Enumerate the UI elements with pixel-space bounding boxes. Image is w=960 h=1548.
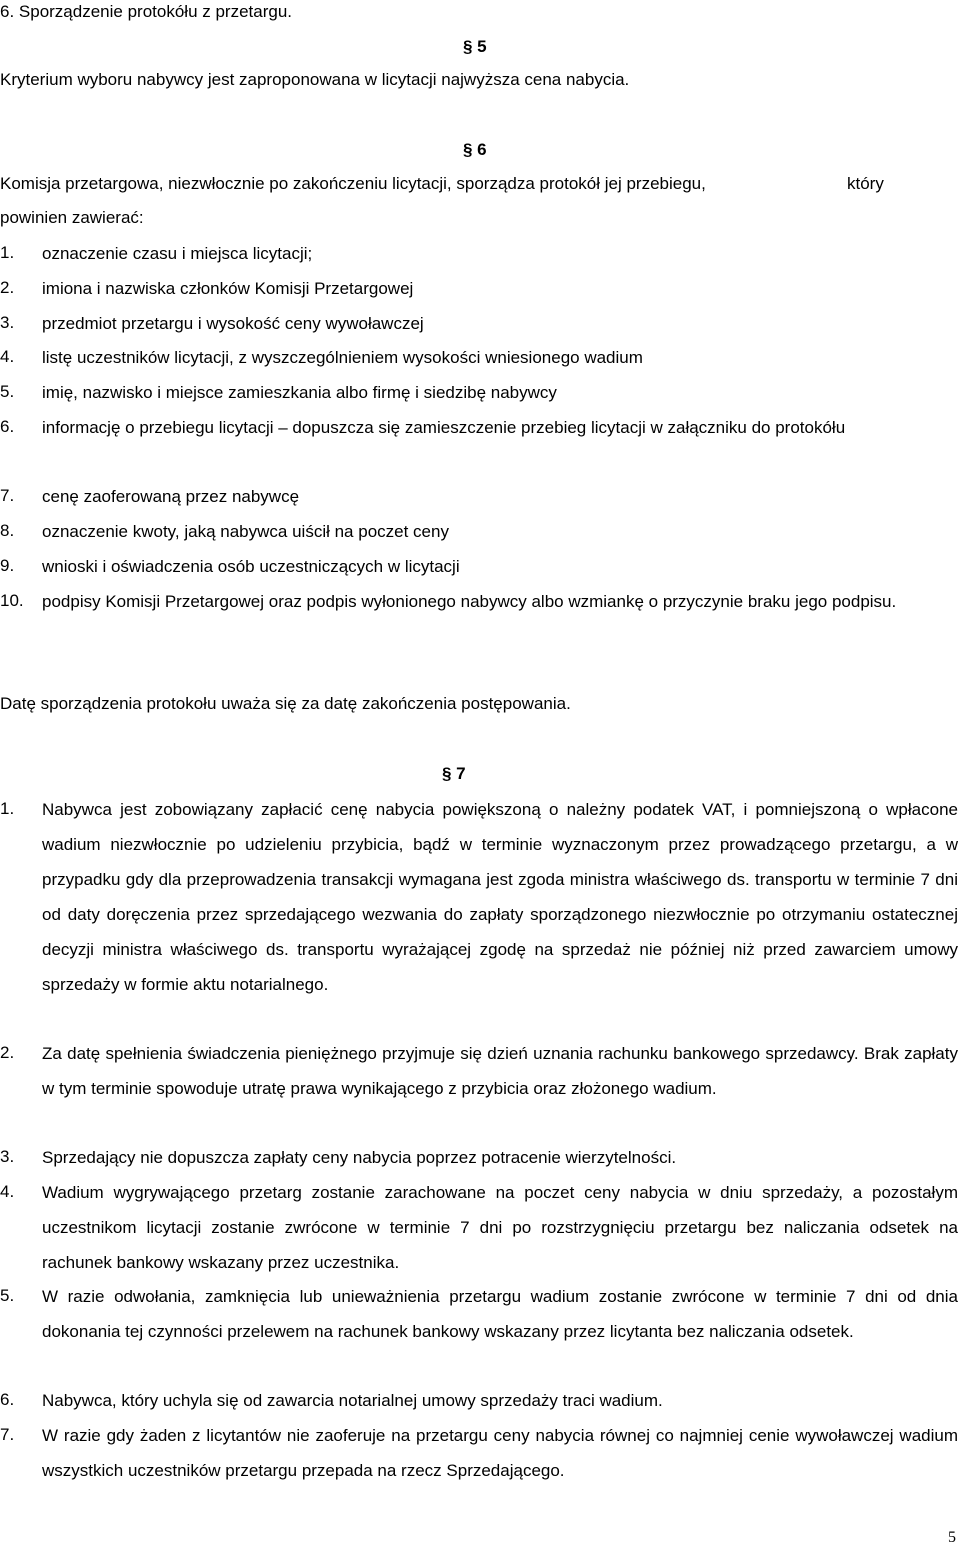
list-item-number: 4.	[0, 347, 15, 366]
list-item-number: 7.	[0, 1425, 15, 1444]
list-item-number: 10.	[0, 591, 24, 610]
list-item-number: 9.	[0, 556, 15, 575]
list-item-number: 1.	[0, 799, 15, 818]
list-item-text: Sprzedający nie dopuszcza zapłaty ceny nabycia poprzez potracenie wierzytelności.	[42, 1148, 677, 1167]
list-item-number: 5.	[0, 1286, 15, 1305]
list-item-number: 8.	[0, 521, 15, 540]
section-5-text: Kryterium wyboru nabywcy jest zaproponowana w licytacji najwyższa cena nabycia.	[0, 70, 630, 89]
list-item-number: 4.	[0, 1182, 15, 1201]
list-item-text: Za datę spełnienia świadczenia pieniężnego przyjmuje się dzień uznania rachunku bankowego sprzedawcy. Brak zapłaty w tym terminie spowoduje utratę prawa wynikającego z przybicia oraz złożonego wadium.	[42, 1044, 958, 1098]
section-6-intro-line-1: Komisja przetargowa, niezwłocznie po zakończeniu licytacji, sporządza protokół jej przebiegu,	[0, 174, 706, 193]
section-6-intro-line-1b: który	[847, 174, 884, 193]
list-item-text: Nabywca jest zobowiązany zapłacić cenę nabycia powiększoną o należny podatek VAT, i pomniejszoną o wpłacone wadium niezwłocznie po udzieleniu przybicia, bądź w terminie wyznaczonym przez prowadzącego przetargu, a w przypadku gdy dla przeprowadzenia transakcji wymagana jest zgoda ministra właściwego ds. transportu w terminie 7 dni od daty doręczenia przez sprzedającego wezwania do zapłaty sporządzonego niezwłocznie po otrzymaniu ostatecznej decyzji ministra właściwego ds. transportu wyrażającej zgodę na sprzedaż nie później niż przed zawarciem umowy sprzedaży w formie aktu notarialnego.	[42, 800, 958, 994]
list-item-number: 5.	[0, 382, 15, 401]
section-7-title: § 7	[442, 764, 466, 783]
list-item-number: 1.	[0, 243, 15, 262]
list-item-text: cenę zaoferowaną przez nabywcę	[42, 487, 300, 506]
list-item-text: W razie gdy żaden z licytantów nie zaoferuje na przetargu ceny nabycia równej co najmniej cenie wywoławczej wadium wszystkich uczestników przetargu przepada na rzecz Sprzedającego.	[42, 1426, 958, 1480]
list-item-text: imiona i nazwiska członków Komisji Przetargowej	[42, 279, 414, 298]
section-6-intro-line-2: powinien zawierać:	[0, 208, 144, 227]
list-item-text: oznaczenie kwoty, jaką nabywca uiścił na poczet ceny	[42, 522, 449, 541]
list-item-text: podpisy Komisji Przetargowej oraz podpis wyłonionego nabywcy albo wzmiankę o przyczynie braku jego podpisu.	[42, 592, 897, 611]
list-item-text: przedmiot przetargu i wysokość ceny wywoławczej	[42, 314, 424, 333]
section-6-title: § 6	[463, 140, 487, 159]
page-number: 5	[948, 1529, 956, 1546]
list-item-number: 3.	[0, 313, 15, 332]
list-item-text: listę uczestników licytacji, z wyszczególnieniem wysokości wniesionego wadium	[42, 348, 643, 367]
list-item-text: oznaczenie czasu i miejsca licytacji;	[42, 244, 313, 263]
list-item-number: 6.	[0, 417, 15, 436]
list-item-number: 3.	[0, 1147, 15, 1166]
section-6-closing: Datę sporządzenia protokołu uważa się za datę zakończenia postępowania.	[0, 694, 571, 713]
list-item-number: 7.	[0, 486, 15, 505]
heading-item-6: 6. Sporządzenie protokółu z przetargu.	[0, 2, 293, 21]
list-item-text: informację o przebiegu licytacji – dopuszcza się zamieszczenie przebieg licytacji w załączniku do protokółu	[42, 418, 846, 437]
section-5-title: § 5	[463, 37, 487, 56]
list-item-number: 6.	[0, 1390, 15, 1409]
list-item-text: imię, nazwisko i miejsce zamieszkania albo firmę i siedzibę nabywcy	[42, 383, 557, 402]
list-item-text: W razie odwołania, zamknięcia lub unieważnienia przetargu wadium zostanie zwrócone w terminie 7 dni od dnia dokonania tej czynności przelewem na rachunek bankowy wskazany przez licytanta bez naliczania odsetek.	[42, 1287, 958, 1341]
list-item-text: Nabywca, który uchyla się od zawarcia notarialnej umowy sprzedaży traci wadium.	[42, 1391, 663, 1410]
list-item-number: 2.	[0, 278, 15, 297]
list-item-number: 2.	[0, 1043, 15, 1062]
list-item-text: wnioski i oświadczenia osób uczestniczących w licytacji	[42, 557, 460, 576]
list-item-text: Wadium wygrywającego przetarg zostanie zarachowane na poczet ceny nabycia w dniu sprzedaży, a pozostałym uczestnikom licytacji zostanie zwrócone w terminie 7 dni po rozstrzygnięciu przetargu bez naliczania odsetek na rachunek bankowy wskazany przez uczestnika.	[42, 1183, 958, 1272]
